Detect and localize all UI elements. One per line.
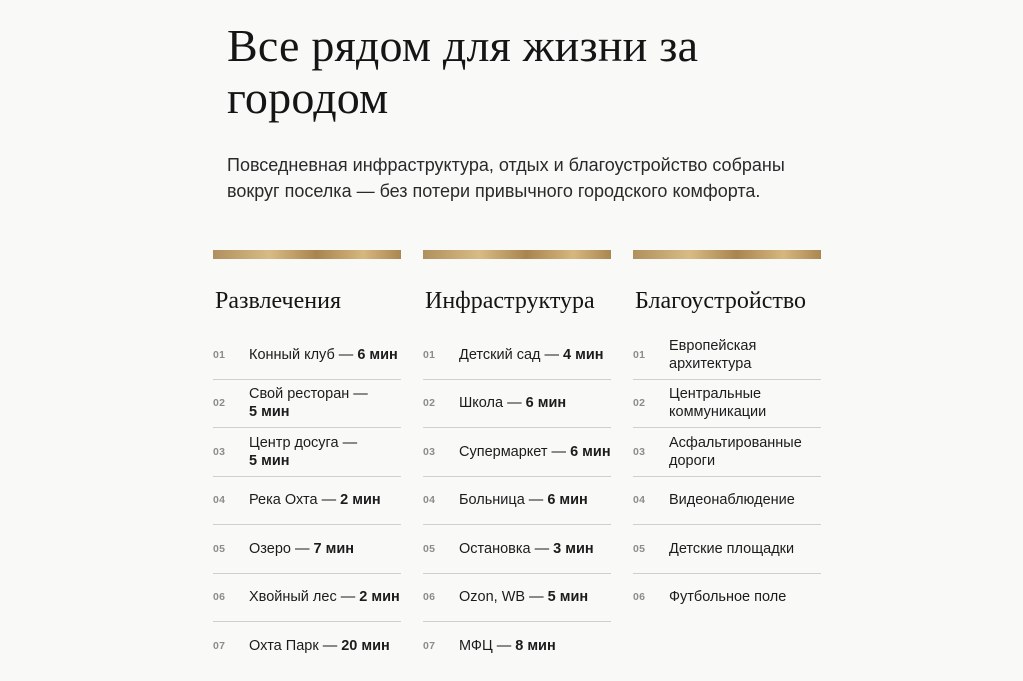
item-travel-time: 7 мин xyxy=(313,540,355,557)
item-text xyxy=(249,434,401,470)
item-label: Видеонаблюдение xyxy=(669,492,795,509)
list-item xyxy=(633,428,821,477)
item-label: Центр досуга — xyxy=(249,434,358,451)
item-travel-time: 6 мин xyxy=(570,443,611,460)
list-item xyxy=(633,380,821,429)
list-item xyxy=(423,477,611,526)
item-travel-time: 6 мин xyxy=(357,346,398,363)
item-label: МФЦ — xyxy=(459,637,516,654)
item-number: 01 xyxy=(633,348,646,361)
item-text xyxy=(249,637,390,655)
item-label: Озеро — xyxy=(249,540,314,557)
item-number: 01 xyxy=(213,348,226,361)
column-entertainment xyxy=(213,250,401,670)
column-list xyxy=(213,331,401,670)
item-label: Европейская архитектура xyxy=(669,337,757,372)
list-item xyxy=(633,477,821,526)
list-item xyxy=(633,525,821,574)
item-number: 05 xyxy=(633,542,646,555)
item-label: Футбольное поле xyxy=(669,589,787,606)
item-text xyxy=(249,540,354,558)
item-label: Школа — xyxy=(459,395,526,412)
item-text xyxy=(669,385,821,421)
item-text xyxy=(249,385,401,421)
list-item xyxy=(213,331,401,380)
item-number: 05 xyxy=(423,542,436,555)
item-travel-time: 6 мин xyxy=(547,492,588,509)
item-label: Супермаркет — xyxy=(459,443,571,460)
list-item xyxy=(633,574,821,622)
item-number: 06 xyxy=(213,591,226,604)
gold-divider xyxy=(423,250,611,259)
item-number: 02 xyxy=(423,397,436,410)
item-label: Остановка — xyxy=(459,540,554,557)
list-item xyxy=(213,574,401,623)
list-item xyxy=(633,331,821,380)
item-number: 05 xyxy=(213,542,226,555)
item-travel-time: 5 мин xyxy=(249,404,290,421)
gold-divider xyxy=(213,250,401,259)
list-item xyxy=(213,525,401,574)
item-travel-time: 5 мин xyxy=(547,589,589,606)
item-travel-time: 5 мин xyxy=(249,452,290,469)
item-travel-time: 6 мин xyxy=(525,395,567,412)
item-text xyxy=(459,394,566,412)
item-number: 03 xyxy=(213,445,226,458)
item-text xyxy=(249,491,381,509)
list-item xyxy=(423,331,611,380)
feature-columns xyxy=(213,250,823,680)
column-infrastructure xyxy=(423,250,611,670)
list-item xyxy=(213,622,401,670)
column-title: Развлечения xyxy=(215,288,341,314)
item-travel-time: 20 мин xyxy=(341,637,390,654)
item-number: 03 xyxy=(423,445,436,458)
item-number: 04 xyxy=(213,494,226,507)
item-label: Центральные коммуникации xyxy=(669,386,767,421)
item-number: 06 xyxy=(423,591,436,604)
item-travel-time: 2 мин xyxy=(359,589,400,606)
item-label: Ozon, WB — xyxy=(459,589,548,606)
item-number: 02 xyxy=(633,397,646,410)
column-title: Инфраструктура xyxy=(425,288,595,314)
list-item xyxy=(213,380,401,429)
list-item xyxy=(423,428,611,477)
item-travel-time: 4 мин xyxy=(563,346,604,363)
list-item xyxy=(213,428,401,477)
item-label: Асфальтированные дороги xyxy=(669,434,802,469)
item-number: 02 xyxy=(213,397,226,410)
item-number: 04 xyxy=(633,494,646,507)
item-label: Детские площадки xyxy=(669,540,795,557)
column-list xyxy=(633,331,821,621)
item-label: Река Охта — xyxy=(249,492,341,509)
item-text xyxy=(249,346,398,364)
item-number: 07 xyxy=(423,639,436,652)
item-label: Конный клуб — xyxy=(249,346,358,363)
item-number: 04 xyxy=(423,494,436,507)
item-travel-time: 8 мин xyxy=(515,637,556,654)
item-number: 06 xyxy=(633,591,646,604)
item-text xyxy=(459,540,594,558)
item-label: Детский сад — xyxy=(459,346,564,363)
column-amenities xyxy=(633,250,821,621)
item-text xyxy=(459,443,611,461)
list-item xyxy=(423,380,611,429)
item-text xyxy=(459,588,588,606)
item-travel-time: 3 мин xyxy=(553,540,594,557)
item-text xyxy=(249,588,400,606)
item-number: 07 xyxy=(213,639,226,652)
page-subtitle: Повседневная инфраструктура, отдых и благоустройство собраны вокруг поселка — без потери привычного городского комфорта. xyxy=(227,155,785,201)
column-title: Благоустройство xyxy=(635,288,807,314)
item-text xyxy=(459,637,556,655)
gold-divider xyxy=(633,250,821,259)
item-text xyxy=(459,346,604,364)
item-number: 01 xyxy=(423,348,436,361)
item-label: Больница — xyxy=(459,492,548,509)
item-travel-time: 2 мин xyxy=(340,492,381,509)
list-item xyxy=(423,622,611,670)
item-text xyxy=(669,540,794,558)
list-item xyxy=(213,477,401,526)
item-label: Хвойный лес — xyxy=(249,589,360,606)
item-label: Свой ресторан — xyxy=(249,386,368,403)
item-label: Охта Парк — xyxy=(249,637,342,654)
list-item xyxy=(423,574,611,623)
item-text xyxy=(459,491,588,509)
column-list xyxy=(423,331,611,670)
page-title: Все рядом для жизни за городом xyxy=(227,20,699,123)
item-number: 03 xyxy=(633,445,646,458)
item-text xyxy=(669,491,795,509)
list-item xyxy=(423,525,611,574)
item-text xyxy=(669,434,821,470)
item-text xyxy=(669,588,786,606)
item-text xyxy=(669,337,821,373)
